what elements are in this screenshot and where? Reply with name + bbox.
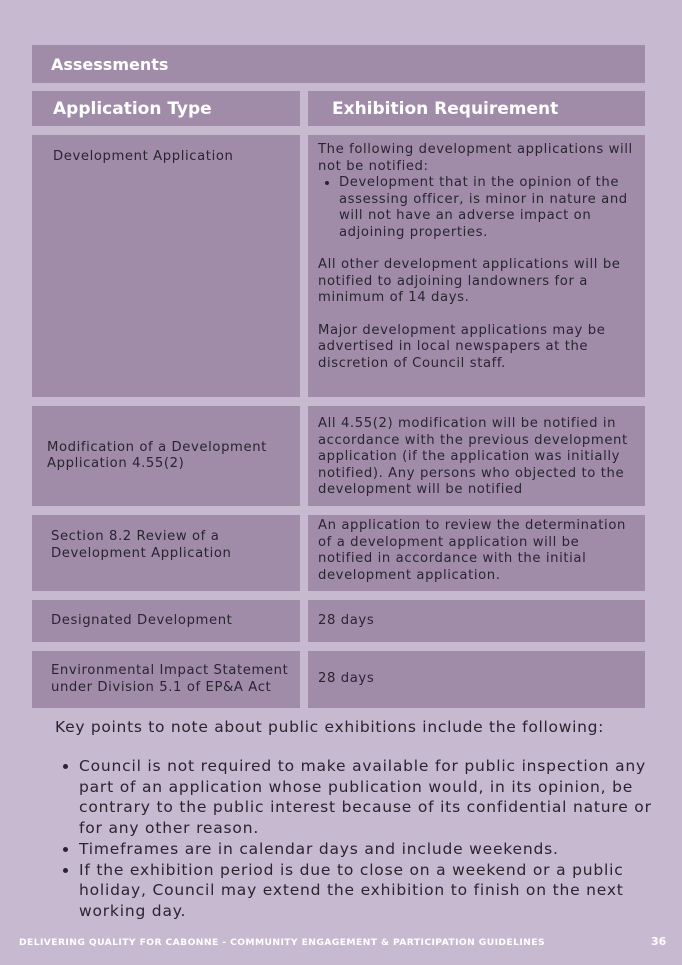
requirement-text: All 4.55(2) modification will be notified in accordance with the previous development application (if the application was initially notified). Any persons who objected to the development will be notified	[318, 416, 628, 497]
application-type-text: Section 8.2 Review of a Development Application	[51, 529, 232, 561]
table-row-development-application-requirement	[308, 135, 645, 397]
table-row-designated-requirement	[308, 600, 645, 642]
footer-text: DELIVERING QUALITY FOR CABONNE - COMMUNITY ENGAGEMENT & PARTICIPATION GUIDELINES	[19, 937, 545, 948]
column-header-label: Application Type	[53, 99, 212, 119]
column-header-exhibition-requirement	[308, 91, 645, 126]
section-title: Assessments	[32, 45, 645, 83]
requirement-text: The following development applications will not be notified:	[318, 142, 633, 174]
requirement-bullet-list	[318, 175, 635, 241]
column-header-label: Exhibition Requirement	[332, 99, 559, 119]
table-row-designated-type	[32, 600, 300, 642]
requirement-text: Major development applications may be advertised in local newspapers at the discretion of Council staff.	[318, 322, 606, 371]
table-row-modification-requirement	[308, 406, 645, 506]
page-number: 36	[651, 935, 667, 948]
column-header-application-type	[32, 91, 300, 126]
requirement-text: An application to review the determination of a development application will be notified in accordance with the initial development application.	[318, 518, 626, 583]
application-type-text: Designated Development	[51, 612, 233, 628]
requirement-text: All other development applications will be notified to adjoining landowners for a minimum of 14 days.	[318, 257, 621, 305]
key-points-intro: Key points to note about public exhibitions include the following:	[55, 718, 605, 736]
table-row-review-requirement	[308, 515, 645, 591]
table-row-eis-type	[32, 651, 300, 708]
table-row-review-type	[32, 515, 300, 591]
requirement-text: 28 days	[318, 671, 375, 687]
requirement-text: 28 days	[318, 612, 375, 628]
table-row-development-application-type	[32, 135, 300, 397]
requirement-bullet: • Development that in the opinion of the assessing officer, is minor in nature and will not have an adverse impact on adjoining properties.	[339, 175, 635, 241]
list-item: • Timeframes are in calendar days and include weekends.	[79, 839, 659, 860]
list-item: • Council is not required to make available for public inspection any part of an application whose publication would, in its opinion, be contrary to the public interest because of its confidential nature or for any other reason.	[79, 756, 659, 839]
table-row-eis-requirement	[308, 651, 645, 708]
application-type-text: Modification of a Development Application 4.55(2)	[47, 439, 267, 471]
key-points-list	[57, 756, 659, 922]
table-row-modification-type	[32, 406, 300, 506]
list-item: • If the exhibition period is due to close on a weekend or a public holiday, Council may extend the exhibition to finish on the next working day.	[79, 860, 659, 922]
application-type-text: Environmental Impact Statement under Division 5.1 of EP&A Act	[51, 663, 289, 695]
application-type-text: Development Application	[53, 149, 234, 164]
